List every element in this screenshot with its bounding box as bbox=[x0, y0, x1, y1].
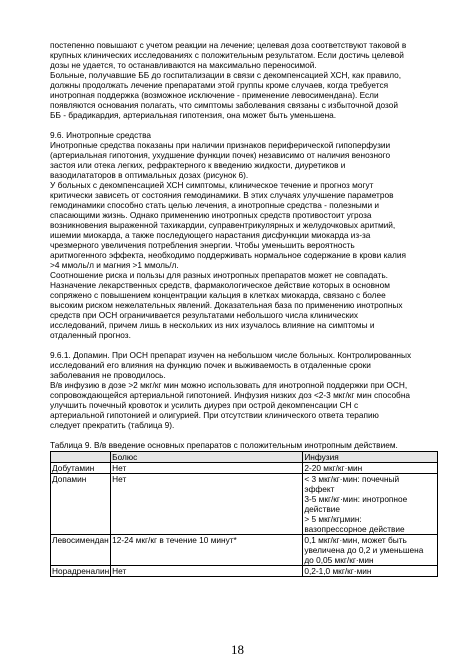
text-line: должны продолжать лечение препаратами этой группы кроме случаев, когда требуется bbox=[50, 80, 389, 90]
drug-cell: Левосимендан bbox=[51, 535, 111, 566]
text-line: гемодинамики способно стать целью лечения, а инотропные средства - полезными и bbox=[50, 200, 380, 210]
header-cell-bolus: Болюс bbox=[111, 452, 303, 463]
text-line: инотропная поддержка (возможное исключение - применение левосимендана). Если bbox=[50, 90, 379, 100]
text-line: У больных с декомпенсацией ХСН симптомы, клиническое течение и прогноз могут bbox=[50, 180, 374, 190]
text-line: высоким риском нежелательных явлений. Доказательная база по применению инотропных bbox=[50, 300, 403, 310]
table-row bbox=[51, 463, 438, 474]
dopamine-section bbox=[50, 350, 436, 430]
table-header-row bbox=[51, 452, 438, 463]
table-row bbox=[51, 566, 438, 577]
header-cell-infusion: Инфузия bbox=[303, 452, 438, 463]
infusion-cell bbox=[303, 535, 438, 566]
infusion-line: вазопрессорное действие bbox=[304, 524, 405, 534]
infusion-line: эффект bbox=[304, 484, 335, 494]
infusion-cell bbox=[303, 566, 438, 577]
text-line: сопряжено с повышением концентрации кальция в клетках миокарда, связано с более bbox=[50, 290, 386, 300]
page-number: 18 bbox=[231, 642, 244, 657]
text-line: Инотропные средства показаны при наличии признаков периферической гипоперфузии bbox=[50, 140, 391, 150]
text-line: появляются основания полагать, что симптомы заболевания связаны с избыточной дозой bbox=[50, 100, 399, 110]
text-line: вазодилататоров в оптимальных дозах (рисунок 6). bbox=[50, 170, 249, 180]
text-line: аритмогенного эффекта, необходимо поддерживать нормальное содержание в крови калия bbox=[50, 250, 406, 260]
text-line: сопровождающейся артериальной гипотонией. Инфузия низких доз <2-3 мкг/кг мин способна bbox=[50, 390, 411, 400]
section-heading: 9.6. Инотропные средства bbox=[50, 130, 152, 140]
text-line: заболевания не проводилось. bbox=[50, 370, 166, 380]
text-line: постепенно повышают с учетом реакции на лечение; целевая доза соответствуют таковой в bbox=[50, 40, 407, 50]
document-page bbox=[50, 40, 436, 577]
bolus-cell: Нет bbox=[111, 474, 303, 535]
infusion-line: до 0,05 мкг/кг·мин bbox=[304, 555, 374, 565]
text-line: артериальной гипотонией и олигурией. При отсутствии клинического ответа терапию bbox=[50, 410, 379, 420]
infusion-line: действие bbox=[304, 504, 341, 514]
text-line: Больные, получавшие ББ до госпитализации в связи с декомпенсацией ХСН, как правило, bbox=[50, 70, 402, 80]
infusion-cell bbox=[303, 474, 438, 535]
infusion-line: > 5 мкг/кгµмин: bbox=[304, 514, 362, 524]
inotropic-drugs-table bbox=[50, 451, 438, 577]
text-line: спасающими жизнь. Однако применению инотропных средств противостоит угроза bbox=[50, 210, 372, 220]
drug-cell: Добутамин bbox=[51, 463, 111, 474]
table-caption: Таблица 9. В/в введение основных препаратов с положительным инотропным действием. bbox=[50, 440, 398, 450]
infusion-line: 3-5 мкг/кг·мин: инотропное bbox=[304, 494, 408, 504]
text-line: отдаленный прогноз. bbox=[50, 330, 131, 340]
bolus-cell: Нет bbox=[111, 463, 303, 474]
text-line: ишемии миокарда, а также последующего нарастания дисфункции миокарда из-за bbox=[50, 230, 371, 240]
table-row bbox=[51, 535, 438, 566]
infusion-line: < 3 мкг/кг·мин: почечный bbox=[304, 474, 400, 484]
drug-cell: Допамин bbox=[51, 474, 111, 535]
text-line: следует прекратить (таблица 9). bbox=[50, 420, 175, 430]
infusion-cell bbox=[303, 463, 438, 474]
text-line: критически зависеть от состояния гемодинамики. В этих случаях улучшение параметров bbox=[50, 190, 394, 200]
text-line: возникновения выраженной тахикардии, суправентрикулярных и желудочковых аритмий, bbox=[50, 220, 396, 230]
text-line: застоя или отека легких, рефрактерного к введению жидкости, диуретиков и bbox=[50, 160, 346, 170]
intro-text bbox=[50, 40, 436, 120]
text-line: крупных клинических исследованиях с положительным результатом. Если достичь целевой bbox=[50, 50, 404, 60]
text-line: исследований, причем лишь в нескольких из них изучалось влияние на симптомы и bbox=[50, 320, 375, 330]
text-line: В/в инфузию в дозе >2 мкг/кг мин можно использовать для инотропной поддержки при ОСН, bbox=[50, 380, 408, 390]
infusion-line: 0,1 мкг/кг·мин, может быть bbox=[304, 535, 407, 545]
infusion-line: 2-20 мкг/кг·мин bbox=[304, 463, 363, 473]
infusion-line: 0,2-1,0 мкг/кг·мин bbox=[304, 566, 372, 576]
table-row bbox=[51, 474, 438, 535]
section-body bbox=[50, 140, 436, 340]
text-line: ББ - брадикардия, артериальная гипотензия, она может быть уменьшена. bbox=[50, 110, 337, 120]
text-line: (артериальная гипотония, ухудшение функции почек) независимо от наличия венозного bbox=[50, 150, 391, 160]
text-line: чрезмерного увеличения потребления энергии. Чтобы уменьшить вероятность bbox=[50, 240, 355, 250]
text-line: дозы не удается, то останавливаются на максимально переносимой. bbox=[50, 60, 317, 70]
text-line: >4 ммоль/л и магния >1 ммоль/л. bbox=[50, 260, 179, 270]
bolus-cell: Нет bbox=[111, 566, 303, 577]
text-line: Соотношение риска и пользы для разных инотропных препаратов может не совпадать. bbox=[50, 270, 388, 280]
text-line: Назначение лекарственных средств, фармакологическое действие которых в основном bbox=[50, 280, 390, 290]
bolus-cell: 12-24 мкг/кг в течение 10 минут* bbox=[111, 535, 303, 566]
drug-cell: Норадреналин bbox=[52, 566, 110, 576]
text-line: средств при ОСН ограничивается результатами небольшого числа клинических bbox=[50, 310, 359, 320]
text-line: улучшить почечный кровоток и усилить диурез при острой декомпенсации СН с bbox=[50, 400, 359, 410]
text-line: 9.6.1. Допамин. При ОСН препарат изучен на небольшом числе больных. Контролированных bbox=[50, 350, 412, 360]
infusion-line: увеличена до 0,2 и уменьшена bbox=[304, 545, 424, 555]
header-cell-drug bbox=[51, 452, 111, 463]
text-line: исследований его влияния на функцию почек и выживаемость в отдаленные сроки bbox=[50, 360, 371, 370]
